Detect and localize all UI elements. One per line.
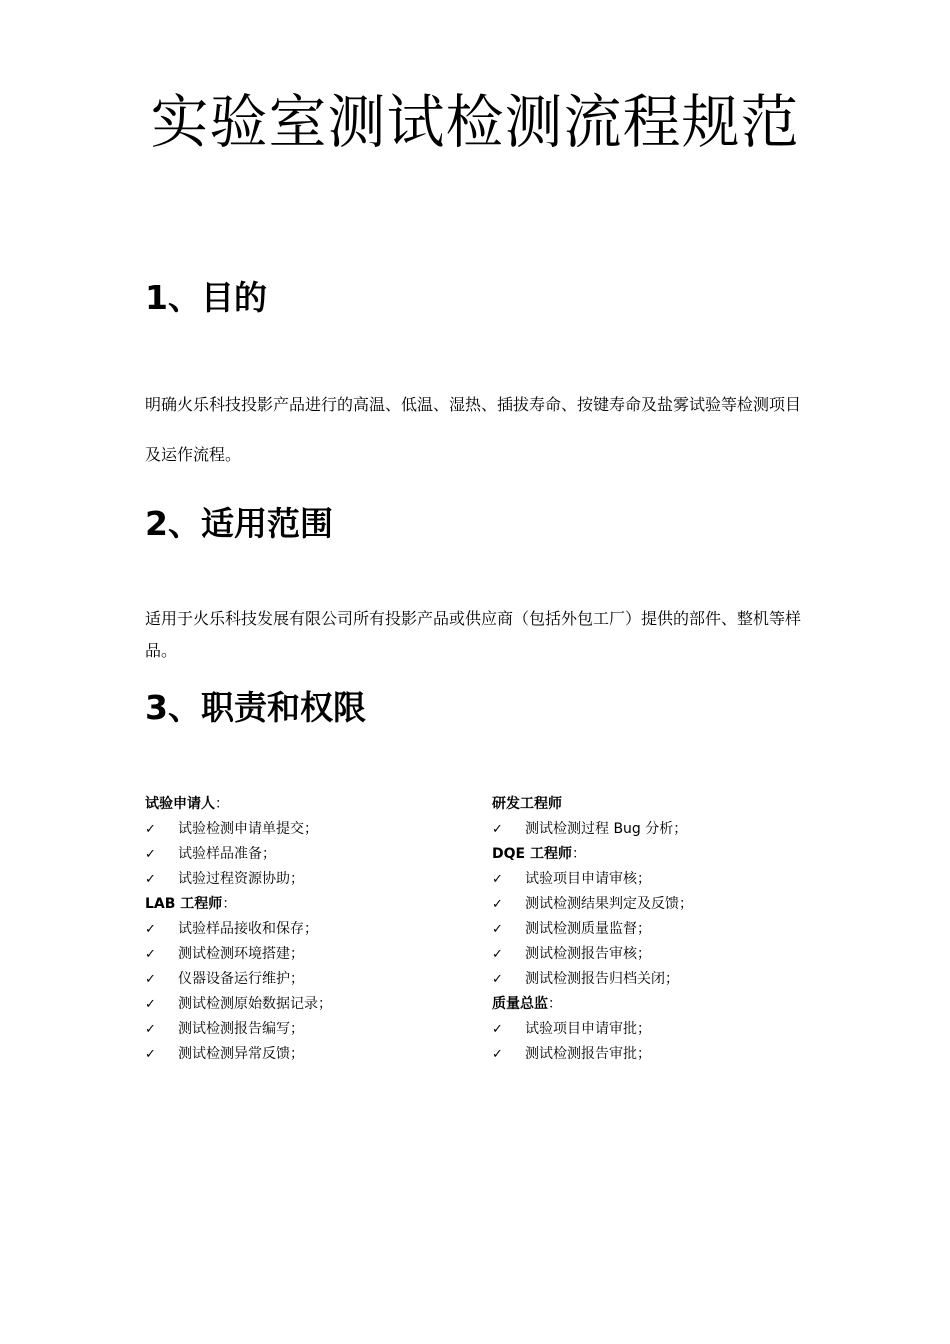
section-heading-purpose: 1、目的 — [145, 278, 267, 317]
section-body-purpose: 明确火乐科技投影产品进行的高温、低温、湿热、插拔寿命、按键寿命及盐雾试验等检测项目及运作流程。 — [145, 395, 802, 464]
duty-list — [492, 817, 812, 842]
duty-text: 测试检测过程 Bug 分析； — [525, 821, 688, 837]
checkmark-icon: ✓ — [492, 1047, 503, 1062]
checkmark-icon: ✓ — [145, 1047, 156, 1062]
role-group — [492, 992, 812, 1067]
duty-item — [145, 842, 465, 867]
role-name: 质量总监 — [492, 996, 548, 1012]
duty-text: 试验项目申请审核； — [525, 871, 651, 887]
duty-text: 试验项目申请审批； — [525, 1021, 651, 1037]
duty-list — [145, 817, 465, 892]
checkmark-icon: ✓ — [492, 872, 503, 887]
role-name: 试验申请人 — [145, 796, 215, 812]
role-group — [145, 792, 465, 892]
duty-item — [145, 917, 465, 942]
duty-text: 试验过程资源协助； — [178, 871, 304, 887]
role-name-suffix: ： — [548, 996, 562, 1012]
duty-text: 测试检测报告归档关闭； — [525, 971, 679, 987]
role-group — [492, 792, 812, 842]
duty-item — [145, 1017, 465, 1042]
duty-text: 试验样品接收和保存； — [178, 921, 318, 937]
duty-item — [492, 892, 812, 917]
checkmark-icon: ✓ — [145, 872, 156, 887]
duty-item — [492, 917, 812, 942]
duty-list — [145, 917, 465, 1067]
checkmark-icon: ✓ — [492, 972, 503, 987]
role-name-suffix: ： — [215, 796, 229, 812]
duty-text: 仪器设备运行维护； — [178, 971, 304, 987]
checkmark-icon: ✓ — [145, 1022, 156, 1037]
role-name-suffix: ： — [571, 846, 586, 862]
checkmark-icon: ✓ — [145, 972, 156, 987]
role-name-suffix: ： — [222, 896, 237, 912]
role-title — [492, 842, 812, 867]
role-name: DQE 工程师 — [492, 846, 572, 862]
role-title — [145, 892, 465, 917]
roles-column-right — [492, 792, 812, 1067]
checkmark-icon: ✓ — [145, 947, 156, 962]
duty-item — [492, 1017, 812, 1042]
duty-item — [145, 867, 465, 892]
duty-item — [145, 967, 465, 992]
checkmark-icon: ✓ — [492, 1022, 503, 1037]
duty-text: 测试检测报告审批； — [525, 1046, 651, 1062]
duty-text: 测试检测报告审核； — [525, 946, 651, 962]
roles-column-left — [145, 792, 465, 1067]
duty-item — [492, 867, 812, 892]
duty-text: 试验检测申请单提交； — [178, 821, 318, 837]
duty-list — [492, 1017, 812, 1067]
checkmark-icon: ✓ — [145, 997, 156, 1012]
section-heading-responsibilities: 3、职责和权限 — [145, 688, 366, 727]
page-title: 实验室测试检测流程规范 — [150, 88, 800, 156]
role-title — [492, 792, 812, 817]
duty-text: 测试检测报告编写； — [178, 1021, 304, 1037]
checkmark-icon: ✓ — [492, 822, 503, 837]
duty-item — [492, 1042, 812, 1067]
role-title — [145, 792, 465, 817]
duty-text: 试验样品准备； — [178, 846, 276, 862]
duty-item — [145, 817, 465, 842]
checkmark-icon: ✓ — [492, 922, 503, 937]
duty-text: 测试检测结果判定及反馈； — [525, 896, 693, 912]
section-heading-scope: 2、适用范围 — [145, 504, 333, 543]
role-group — [145, 892, 465, 1067]
role-title — [492, 992, 812, 1017]
checkmark-icon: ✓ — [145, 847, 156, 862]
duty-text: 测试检测环境搭建； — [178, 946, 304, 962]
duty-item — [492, 967, 812, 992]
checkmark-icon: ✓ — [492, 897, 503, 912]
role-name: LAB 工程师 — [145, 896, 223, 912]
section-body-scope: 适用于火乐科技发展有限公司所有投影产品或供应商（包括外包工厂）提供的部件、整机等样品。 — [145, 609, 802, 660]
checkmark-icon: ✓ — [145, 822, 156, 837]
duty-text: 测试检测质量监督； — [525, 921, 651, 937]
role-name: 研发工程师 — [492, 796, 562, 812]
duty-item — [145, 1042, 465, 1067]
role-group — [492, 842, 812, 992]
checkmark-icon: ✓ — [145, 922, 156, 937]
duty-text: 测试检测异常反馈； — [178, 1046, 304, 1062]
duty-item — [492, 817, 812, 842]
duty-item — [145, 992, 465, 1017]
duty-item — [145, 942, 465, 967]
checkmark-icon: ✓ — [492, 947, 503, 962]
duty-item — [492, 942, 812, 967]
duty-list — [492, 867, 812, 992]
duty-text: 测试检测原始数据记录； — [178, 996, 332, 1012]
